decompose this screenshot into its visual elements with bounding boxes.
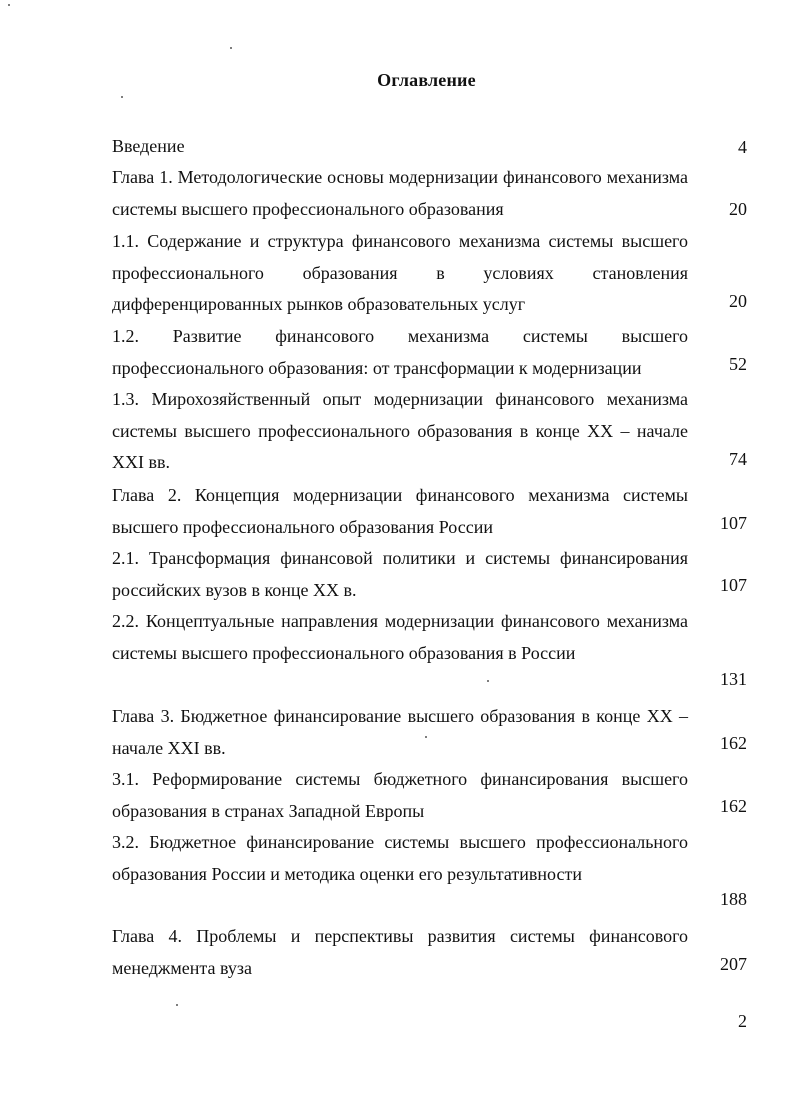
toc-entry-text: 3.1. Реформирование системы бюджетного финансирования высшего образования в странах Западной Европы xyxy=(112,769,688,821)
toc-entry-text: Глава 2. Концепция модернизации финансового механизма системы высшего профессионального образования России xyxy=(112,485,688,537)
scan-speck xyxy=(425,736,427,738)
page-number: 2 xyxy=(738,1011,747,1031)
toc-entry-text: 2.1. Трансформация финансовой политики и системы финансирования российских вузов в конце XX в. xyxy=(112,548,688,600)
toc-entry-text: 1.2. Развитие финансового механизма системы высшего профессионального образования: от трансформации к модернизации xyxy=(112,326,688,378)
scan-speck xyxy=(230,47,232,49)
page-title: Оглавление xyxy=(377,70,476,90)
toc-entry-page: 20 xyxy=(729,291,747,311)
toc-entry-page: 74 xyxy=(729,449,747,469)
toc-entry-page: 107 xyxy=(720,575,747,595)
toc-entry-text: Глава 3. Бюджетное финансирование высшего образования в конце XX – начале XXI вв. xyxy=(112,706,688,758)
scan-speck xyxy=(176,1004,178,1006)
toc-entry-page: 188 xyxy=(720,889,747,909)
toc-entry-text: 2.2. Концептуальные направления модернизации финансового механизма системы высшего профессионального образования в России xyxy=(112,611,688,663)
toc-entry-page: 4 xyxy=(738,137,747,157)
toc-entry-page: 107 xyxy=(720,513,747,533)
scan-speck xyxy=(8,4,10,6)
toc-entry-text: 1.3. Мирохозяйственный опыт модернизации финансового механизма системы высшего профессионального образования в конце XX – начале XXI вв. xyxy=(112,389,688,472)
toc-entry-page: 162 xyxy=(720,733,747,753)
toc-entry-page: 207 xyxy=(720,954,747,974)
toc-entry-text: Глава 4. Проблемы и перспективы развития системы финансового менеджмента вуза xyxy=(112,926,688,978)
scan-speck xyxy=(121,96,123,98)
toc-entry-text: Введение xyxy=(112,136,185,156)
toc-entry-page: 131 xyxy=(720,669,747,689)
toc-entry-page: 20 xyxy=(729,199,747,219)
toc-entry-text: Глава 1. Методологические основы модернизации финансового механизма системы высшего профессионального образования xyxy=(112,167,688,219)
toc-entry-page: 52 xyxy=(729,354,747,374)
toc-entry-text: 3.2. Бюджетное финансирование системы высшего профессионального образования России и методика оценки его результативности xyxy=(112,832,688,884)
toc-entry-text: 1.1. Содержание и структура финансового механизма системы высшего профессионального образования в условиях становления дифференцированных рынков образовательных услуг xyxy=(112,231,688,314)
scan-speck xyxy=(487,680,489,682)
toc-entry-page: 162 xyxy=(720,796,747,816)
